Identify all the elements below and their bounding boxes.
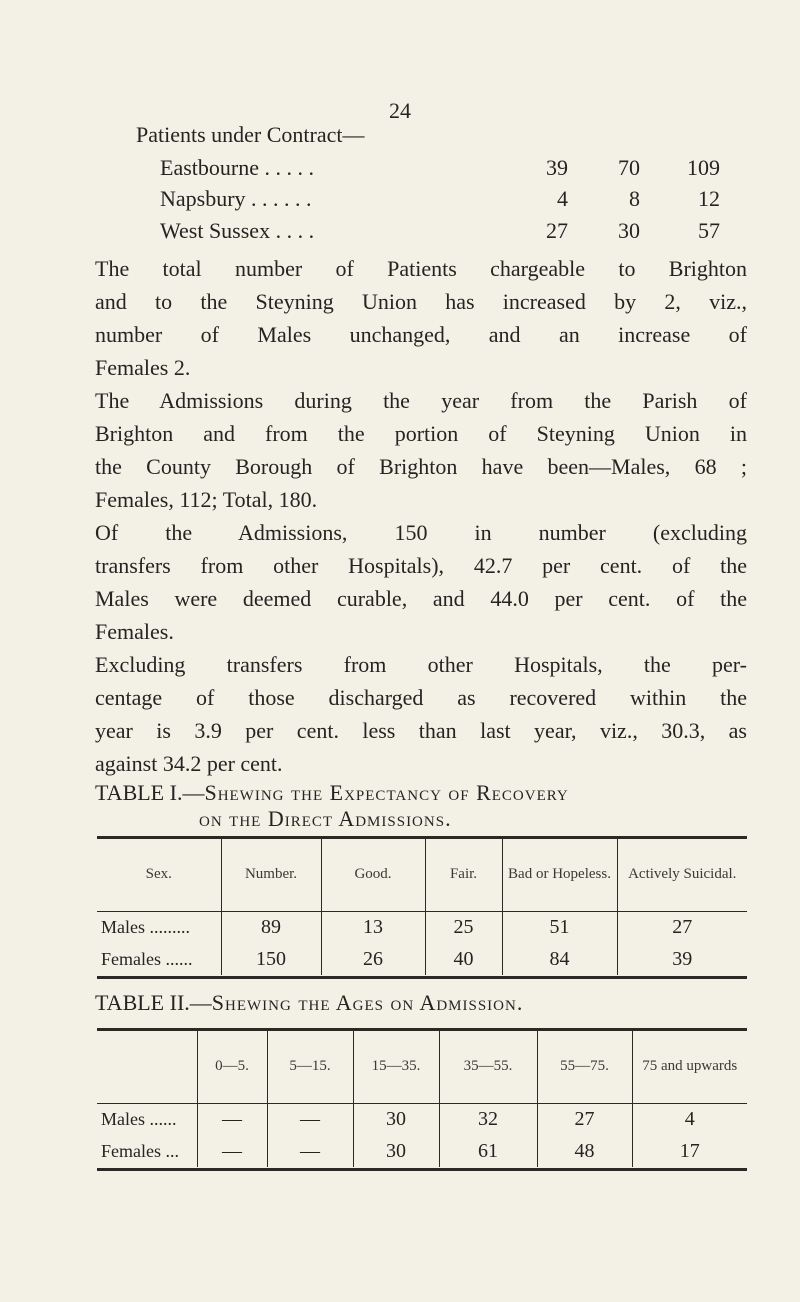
text-line: against 34.2 per cent. (95, 751, 283, 776)
table2-title (95, 990, 755, 1016)
contract-heading: Patients under Contract— (136, 122, 365, 147)
contract-value: 30 (618, 218, 640, 243)
row-label: Females ...... (101, 948, 193, 969)
table-cell: 27 (617, 911, 747, 943)
table-cell: 25 (425, 911, 502, 943)
table2 (97, 1031, 747, 1167)
table1-title-line2: on the Direct Admissions. (199, 806, 452, 831)
table2-header: 0—5. (197, 1031, 267, 1103)
table2-header-row (97, 1031, 747, 1103)
table1-title-prefix: TABLE I.— (95, 780, 205, 805)
table1-header: Bad or Hopeless. (502, 839, 617, 911)
text-line: year is 3.9 per cent. less than last year, viz., 30.3, as (95, 718, 747, 743)
table-cell: 48 (537, 1135, 632, 1167)
page-number: 24 (389, 98, 411, 123)
contract-value: 39 (546, 155, 568, 180)
text-line: the County Borough of Brighton have been—Males, 68 ; (95, 454, 747, 479)
contract-value: 12 (698, 186, 720, 211)
table1-title-line1: Shewing the Expectancy of Recovery (204, 780, 569, 805)
table-cell: 27 (537, 1103, 632, 1135)
text-line: centage of those discharged as recovered within the (95, 685, 747, 710)
paragraph (95, 252, 747, 384)
table1 (97, 839, 747, 975)
table1-header: Actively Suicidal. (617, 839, 747, 911)
table-row (97, 943, 747, 975)
table-cell: 30 (353, 1135, 439, 1167)
table1-title (95, 780, 755, 832)
table1-bottom-rule (97, 976, 747, 979)
table-cell: 51 (502, 911, 617, 943)
contract-name: West Sussex . . . . (160, 218, 315, 243)
text-line: Brighton and from the portion of Steyning Union in (95, 421, 747, 446)
table-cell: 40 (425, 943, 502, 975)
contract-row (160, 155, 760, 185)
contract-name: Eastbourne . . . . . (160, 155, 314, 180)
table2-header: 35—55. (439, 1031, 537, 1103)
table-cell: — (267, 1103, 353, 1135)
table2-header: 15—35. (353, 1031, 439, 1103)
table-cell: 84 (502, 943, 617, 975)
table-cell: 32 (439, 1103, 537, 1135)
table-cell: 39 (617, 943, 747, 975)
table-cell: 30 (353, 1103, 439, 1135)
table-cell: 13 (321, 911, 425, 943)
table-cell: — (267, 1135, 353, 1167)
text-line: Of the Admissions, 150 in number (excluding (95, 520, 747, 545)
table-cell: — (197, 1103, 267, 1135)
text-line: The Admissions during the year from the Parish of (95, 388, 747, 413)
table2-title-prefix: TABLE II.— (95, 990, 212, 1015)
contract-row (160, 218, 760, 248)
paragraph (95, 648, 747, 780)
table2-bottom-rule (97, 1168, 747, 1171)
table-row (97, 1135, 747, 1167)
contract-value: 4 (557, 186, 568, 211)
table-row (97, 911, 747, 943)
table1-header: Good. (321, 839, 425, 911)
table-cell: 89 (221, 911, 321, 943)
row-label: Females ... (101, 1140, 179, 1161)
contract-value: 57 (698, 218, 720, 243)
text-line: transfers from other Hospitals), 42.7 per cent. of the (95, 553, 747, 578)
table2-header: 75 and upwards (632, 1031, 747, 1103)
row-label: Males ......... (101, 916, 190, 937)
paragraph (95, 384, 747, 516)
paragraph (95, 516, 747, 648)
table-cell: 150 (221, 943, 321, 975)
row-label: Males ...... (101, 1108, 177, 1129)
table-cell: 17 (632, 1135, 747, 1167)
table1-header: Number. (221, 839, 321, 911)
table2-header: 5—15. (267, 1031, 353, 1103)
text-line: Females. (95, 619, 174, 644)
contract-value: 70 (618, 155, 640, 180)
text-line: Excluding transfers from other Hospitals, the per- (95, 652, 747, 677)
table1-header: Sex. (145, 866, 172, 883)
table2-header (97, 1031, 197, 1103)
text-line: Females, 112; Total, 180. (95, 487, 318, 512)
contract-value: 27 (546, 218, 568, 243)
table-cell: — (197, 1135, 267, 1167)
text-line: The total number of Patients chargeable to Brighton (95, 256, 747, 281)
contract-value: 8 (629, 186, 640, 211)
table-row (97, 1103, 747, 1135)
text-line: Males were deemed curable, and 44.0 per cent. of the (95, 586, 747, 611)
table1-header-row (97, 839, 747, 911)
table-cell: 26 (321, 943, 425, 975)
contract-value: 109 (687, 155, 720, 180)
table1-header: Fair. (425, 839, 502, 911)
text-line: number of Males unchanged, and an increase of (95, 322, 747, 347)
contract-row (160, 186, 760, 216)
text-line: and to the Steyning Union has increased by 2, viz., (95, 289, 747, 314)
text-line: Females 2. (95, 355, 191, 380)
table-cell: 61 (439, 1135, 537, 1167)
contract-name: Napsbury . . . . . . (160, 186, 312, 211)
table2-title-rest: Shewing the Ages on Admission. (211, 990, 524, 1015)
table2-header: 55—75. (537, 1031, 632, 1103)
table-cell: 4 (632, 1103, 747, 1135)
